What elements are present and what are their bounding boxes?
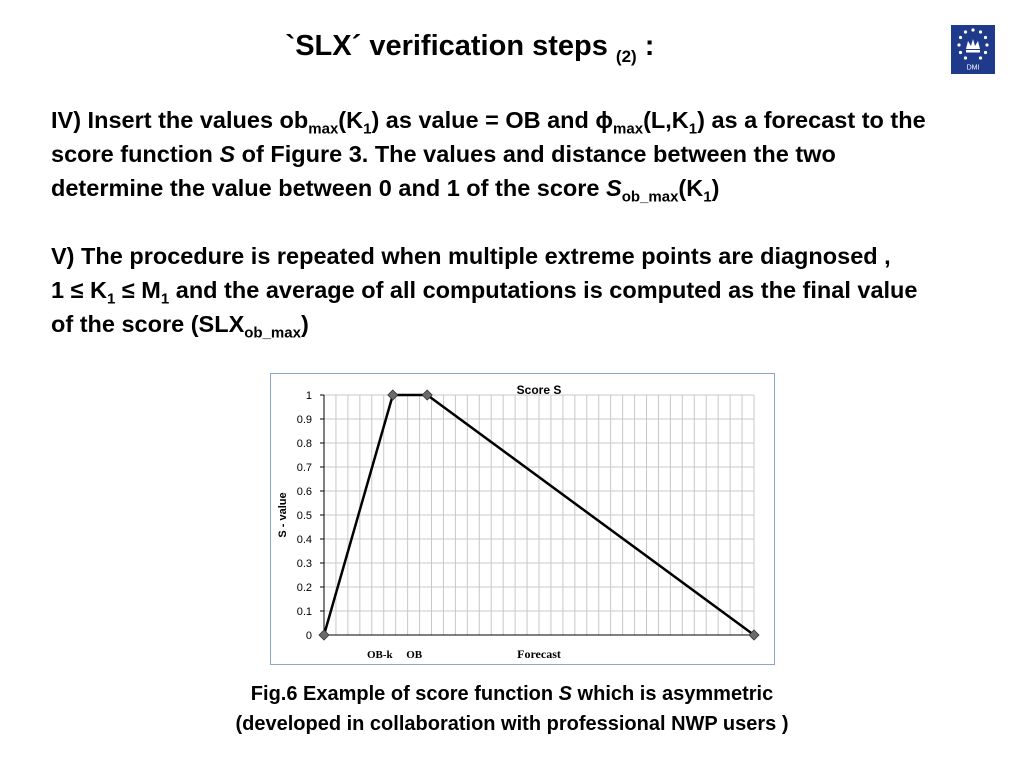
- figure-caption-line-2: (developed in collaboration with professional NWP users ): [235, 713, 789, 735]
- logo-text: DMI: [966, 64, 980, 72]
- y-tick-label: 1: [305, 390, 312, 402]
- x-tick-label: OB-k: [366, 649, 393, 661]
- y-tick-label: 0.6: [296, 486, 312, 498]
- chart-title: Score S: [516, 383, 562, 397]
- y-tick-label: 0: [305, 630, 312, 642]
- y-tick-label: 0.2: [296, 582, 312, 594]
- dmi-crown-icon: [951, 25, 995, 74]
- slide-title: [0, 30, 940, 67]
- slide-title-main: `SLX´ verification steps: [285, 30, 608, 62]
- y-tick-label: 0.3: [296, 558, 312, 570]
- data-point-marker: [319, 630, 329, 640]
- x-tick-label: OB: [406, 649, 423, 661]
- y-tick-label: 0.4: [296, 534, 312, 546]
- y-tick-label: 0.7: [296, 462, 312, 474]
- step-iv-line-3: determine the value between 0 and 1 of the score $S_{ob\_max}(K_1)$: [51, 175, 720, 206]
- x-axis-label: Forecast: [517, 647, 561, 661]
- y-tick-label: 0.9: [296, 414, 312, 426]
- step-v-line-3: of the score $(SLX_{ob\_max})$: [51, 311, 309, 342]
- score-chart: [270, 373, 775, 665]
- y-tick-label: 0.1: [296, 606, 312, 618]
- dmi-logo: [951, 25, 995, 74]
- score-chart-svg: [271, 374, 774, 664]
- paragraph-step-v: [51, 239, 917, 341]
- figure-caption-line-1: Fig.6 Example of score function S which is asymmetric: [250, 683, 774, 705]
- paragraph-step-iv: [51, 103, 926, 205]
- step-v-line-2: $1 \le K_1 \le M_1$ and the average of all computations is computed as the final value: [51, 277, 918, 308]
- data-point-marker: [388, 390, 398, 400]
- y-tick-label: 0.5: [296, 510, 312, 522]
- y-tick-label: 0.8: [296, 438, 312, 450]
- step-iv-line-2: score function S of Figure 3. The values and distance between the two: [51, 141, 836, 167]
- y-axis-label: S - value: [277, 492, 289, 538]
- step-v-line-1: V) The procedure is repeated when multiple extreme points are diagnosed ,: [51, 243, 891, 269]
- step-iv-line-1: IV) Insert the values $ob_{max}(K_1)$ as value = OB and $\phi_{max}(L,K_1)$ as a forecast to the: [51, 107, 926, 138]
- slide-title-colon: :: [644, 30, 655, 62]
- slide-title-sub: (2): [615, 46, 637, 66]
